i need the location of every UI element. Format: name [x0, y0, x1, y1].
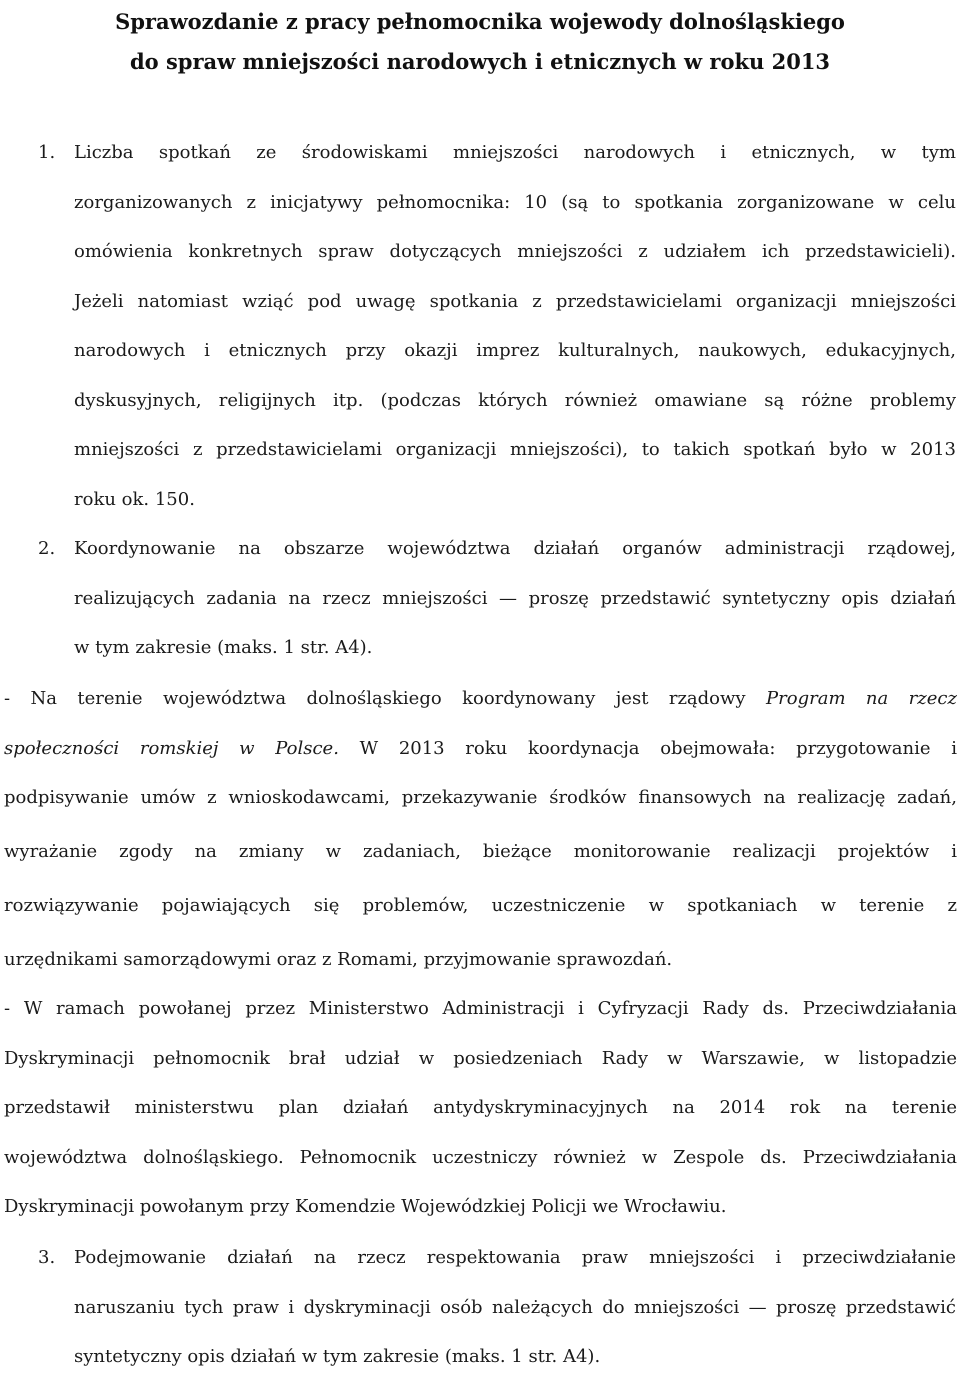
- section-1-text: [74, 128, 956, 524]
- section-1-line: roku ok. 150.: [74, 488, 195, 510]
- program-name-part-2: społeczności romskiej w Polsce.: [4, 737, 339, 759]
- roma-paragraph-line: urzędnikami samorządowymi oraz z Romami, przyjmowanie sprawozdań.: [4, 949, 673, 970]
- section-3-line: Podejmowanie działań na rzecz respektowania praw mniejszości i przeciwdziałanie: [74, 1247, 956, 1268]
- section-1-line: omówienia konkretnych spraw dotyczących mniejszości z udziałem ich przedstawicieli).: [74, 241, 956, 262]
- section-1-number: 1.: [38, 142, 56, 163]
- section-1-line: narodowych i etnicznych przy okazji imprez kulturalnych, naukowych, edukacyjnych,: [74, 340, 956, 361]
- program-name-part-1: Program na rzecz: [766, 688, 957, 709]
- section-3-text: [74, 1233, 956, 1382]
- section-2-number: 2.: [38, 538, 56, 559]
- antidiscrimination-line: Dyskryminacji pełnomocnik brał udział w posiedzeniach Rady w Warszawie, w listopadzie: [4, 1047, 957, 1069]
- section-1-line: dyskusyjnych, religijnych itp. (podczas których również omawiane są różne problemy: [74, 389, 956, 411]
- section-1-line: Jeżeli natomiast wziąć pod uwagę spotkania z przedstawicielami organizacji mniejszości: [74, 290, 956, 312]
- antidiscrimination-line: Dyskryminacji powołanym przy Komendzie Wojewódzkiej Policji we Wrocławiu.: [4, 1196, 727, 1217]
- roma-paragraph-line: podpisywanie umów z wnioskodawcami, przekazywanie środków finansowych na realizację zadań,: [4, 787, 957, 808]
- roma-line-prefix: - Na terenie województwa dolnośląskiego koordynowany jest rządowy: [4, 688, 746, 709]
- roma-line-rest: W 2013 roku koordynacja obejmowała: przygotowanie i: [359, 737, 957, 759]
- roma-paragraph-line: rozwiązywanie pojawiających się problemów, uczestniczenie w spotkaniach w terenie z: [4, 895, 957, 916]
- section-1-line: zorganizowanych z inicjatywy pełnomocnika: 10 (są to spotkania zorganizowane w celu: [74, 191, 956, 213]
- antidiscrimination-line: przedstawił ministerstwu plan działań antydyskryminacyjnych na 2014 rok na terenie: [4, 1097, 957, 1118]
- document-title: [0, 2, 960, 82]
- roma-paragraph-line: [4, 724, 957, 774]
- section-2-line: Koordynowanie na obszarze województwa działań organów administracji rządowej,: [74, 538, 956, 559]
- section-3-line: naruszaniu tych praw i dyskryminacji osób należących do mniejszości — proszę przedstawić: [74, 1296, 956, 1318]
- roma-program-paragraph: [4, 674, 957, 985]
- antidiscrimination-paragraph: [4, 984, 957, 1232]
- antidiscrimination-line: województwa dolnośląskiego. Pełnomocnik uczestniczy również w Zespole ds. Przeciwdziałania: [4, 1146, 957, 1168]
- section-1-line: Liczba spotkań ze środowiskami mniejszości narodowych i etnicznych, w tym: [74, 142, 956, 163]
- title-line-2: do spraw mniejszości narodowych i etnicznych w roku 2013: [129, 49, 831, 74]
- section-1-line: mniejszości z przedstawicielami organizacji mniejszości), to takich spotkań było w 2013: [74, 439, 956, 460]
- section-3-number: 3.: [38, 1247, 56, 1268]
- section-2-text: [74, 524, 956, 673]
- antidiscrimination-line: - W ramach powołanej przez Ministerstwo Administracji i Cyfryzacji Rady ds. Przeciwdziałania: [4, 998, 957, 1019]
- title-line-1: Sprawozdanie z pracy pełnomocnika wojewody dolnośląskiego: [115, 9, 845, 34]
- roma-paragraph-line: [4, 674, 957, 724]
- section-3-line: syntetyczny opis działań w tym zakresie (maks. 1 str. A4).: [74, 1346, 601, 1367]
- section-2-line: realizujących zadania na rzecz mniejszości — proszę przedstawić syntetyczny opis działań: [74, 587, 956, 609]
- section-2-line: w tym zakresie (maks. 1 str. A4).: [74, 637, 373, 658]
- roma-paragraph-line: wyrażanie zgody na zmiany w zadaniach, bieżące monitorowanie realizacji projektów i: [4, 841, 957, 862]
